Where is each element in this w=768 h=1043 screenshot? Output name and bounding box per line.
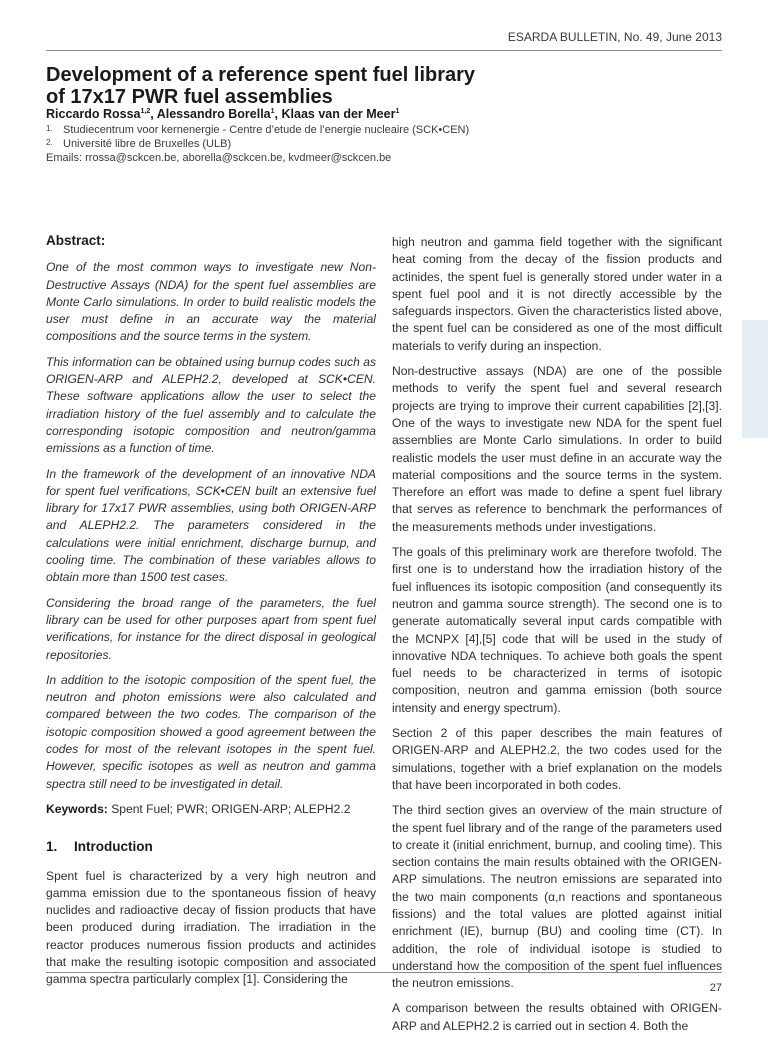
abstract-paragraph: One of the most common ways to investigate new Non-Destructive Assays (NDA) for the spent fuel assemblies are Monte Carlo simulations. In order to build realistic models the user must define in an accurate way the material compositions and the source terms in the system. (46, 260, 376, 344)
abstract-heading: Abstract: (46, 233, 106, 248)
abstract-paragraph: Considering the broad range of the parameters, the fuel library can be used for other purposes apart from spent fuel verifications, for instance for the direct disposal in geological repositories. (46, 595, 376, 662)
author-name: Klaas van der Meer (281, 107, 396, 121)
affiliation-text: Studiecentrum voor kernenergie - Centre d’etude de l’energie nucleaire (SCK•CEN) (63, 124, 470, 136)
section-number: 1. (46, 839, 58, 855)
author-affiliation-mark: 1,2 (140, 107, 151, 115)
body-paragraph: Non-destructive assays (NDA) are one of the possible methods to verify the spent fuel and several research projects are trying to improve their current capabilities [2],[3]. One of the ways to investigate new NDA for the spent fuel assemblies are Monte Carlo simulations. In order to build realistic models the user must define in an accurate way the material compositions and the source terms in the system. Therefore an effort was made to define a spent fuel library that serves as reference to benchmark the performances of the measurements methods under investigations. (392, 364, 722, 534)
left-column (46, 232, 376, 997)
author-affiliation-mark: 1 (270, 107, 275, 115)
title-line-1: Development of a reference spent fuel library (46, 64, 476, 86)
paper-title (46, 64, 686, 108)
abstract-paragraph: In addition to the isotopic composition of the spent fuel, the neutron and photon emissions were also calculated and compared between the two codes. The comparison of the isotopic composition showed a good agreement between the codes for most of the relevant isotopes in the spent fuel. However, specific isotopes as well as neutron and gamma spectra still need to be investigated in detail. (46, 672, 376, 791)
affiliation-number: 2. (46, 138, 53, 147)
keywords (46, 801, 376, 818)
author-emails: Emails: rrossa@sckcen.be, aborella@sckcen.be, kvdmeer@sckcen.be (46, 152, 392, 164)
right-column (392, 234, 722, 1043)
affiliation (46, 138, 231, 150)
abstract-paragraph: This information can be obtained using burnup codes such as ORIGEN-ARP and ALEPH2.2, developed at SCK•CEN. These software applications allow the user to select the irradiation history of the fuel assembly and to calculate the corresponding isotopic composition and neutron/gamma emissions as a function of time. (46, 354, 376, 456)
body-paragraph: high neutron and gamma field together with the significant heat coming from the decay of the fission products and actinides, the spent fuel is generally stored under water in a spent fuel pool and it is not directly accessible by the safeguards inspectors. Given the characteristics listed above, the spent fuel can be considered as one of the most difficult materials to verify during an inspection. (392, 235, 722, 353)
author-name: Riccardo Rossa (46, 107, 141, 121)
body-paragraph: Spent fuel is characterized by a very high neutron and gamma emission due to the spontaneous fission of heavy nuclides and radioactive decay of fission products that have been produced during irradiation. The irradiation in the reactor produces numerous fission products and actinides that make the resulting isotopic composition and associated gamma spectra particularly complex [1]. Considering the (46, 868, 376, 987)
author-affiliation-mark: 1 (395, 107, 400, 115)
affiliation-text: Université libre de Bruxelles (ULB) (63, 138, 232, 150)
affiliation (46, 124, 469, 136)
section-heading-introduction (46, 838, 376, 855)
title-line-2: of 17x17 PWR fuel assemblies (46, 86, 333, 108)
affiliation-number: 1. (46, 124, 53, 133)
body-paragraph: The goals of this preliminary work are therefore twofold. The first one is to understand how the irradiation history of the fuel influences its isotopic composition (and consequently its neutron and gamma source strength). The second one is to generate automatically several input cards compatible with the MCNPX [4],[5] code that will be used in the study of innovative NDA techniques. To achieve both goals the spent fuel needs to be characterized in terms of isotopic composition, neutron and gamma emission (both source intensity and energy spectrum). (392, 545, 722, 715)
author-name: Alessandro Borella (156, 107, 271, 121)
page-number: 27 (709, 982, 722, 994)
margin-color-tab (742, 320, 768, 438)
footer-rule (46, 972, 722, 973)
body-paragraph: Section 2 of this paper describes the main features of ORIGEN-ARP and ALEPH2.2, the two codes used for the simulations, together with a brief explanation on the models that have been incorporated in both codes. (392, 726, 722, 792)
header-rule (46, 50, 722, 51)
section-title: Introduction (74, 839, 153, 855)
journal-header: ESARDA BULLETIN, No. 49, June 2013 (507, 30, 722, 44)
body-paragraph: The third section gives an overview of the main structure of the spent fuel library and of the range of the parameters used to create it (initial enrichment, burnup, and cooling time). This section contains the main results obtained with the ORIGEN-ARP simulations. The neutron emissions are separated into the two main components (α,n reactions and spontaneous fissions) and the total values are plotted against initial enrichment (IE), burnup (BU) and cooling time (CT). In addition, the role of individual isotope is studied to understand how the composition of the spent fuel influences the neutron emissions. (392, 803, 722, 991)
keywords-text: Spent Fuel; PWR; ORIGEN-ARP; ALEPH2.2 (107, 801, 351, 816)
abstract-paragraph: In the framework of the development of an innovative NDA for spent fuel verifications, SCK•CEN built an extensive fuel library for 17x17 PWR assemblies, using both ORIGEN-ARP and ALEPH2.2. The parameters considered in the calculations were initial enrichment, discharge burnup, and cooling time. The combination of these variables allows to obtain more than 1500 test cases. (46, 466, 376, 585)
author-list: Riccardo Rossa$^{1,2}$, Alessandro Borella$^1$, Klaas van der Meer$^1$ (46, 107, 400, 121)
body-paragraph: A comparison between the results obtained with ORIGEN-ARP and ALEPH2.2 is carried out in section 4. Both the (392, 1001, 722, 1033)
keywords-label: Keywords: (46, 801, 108, 816)
